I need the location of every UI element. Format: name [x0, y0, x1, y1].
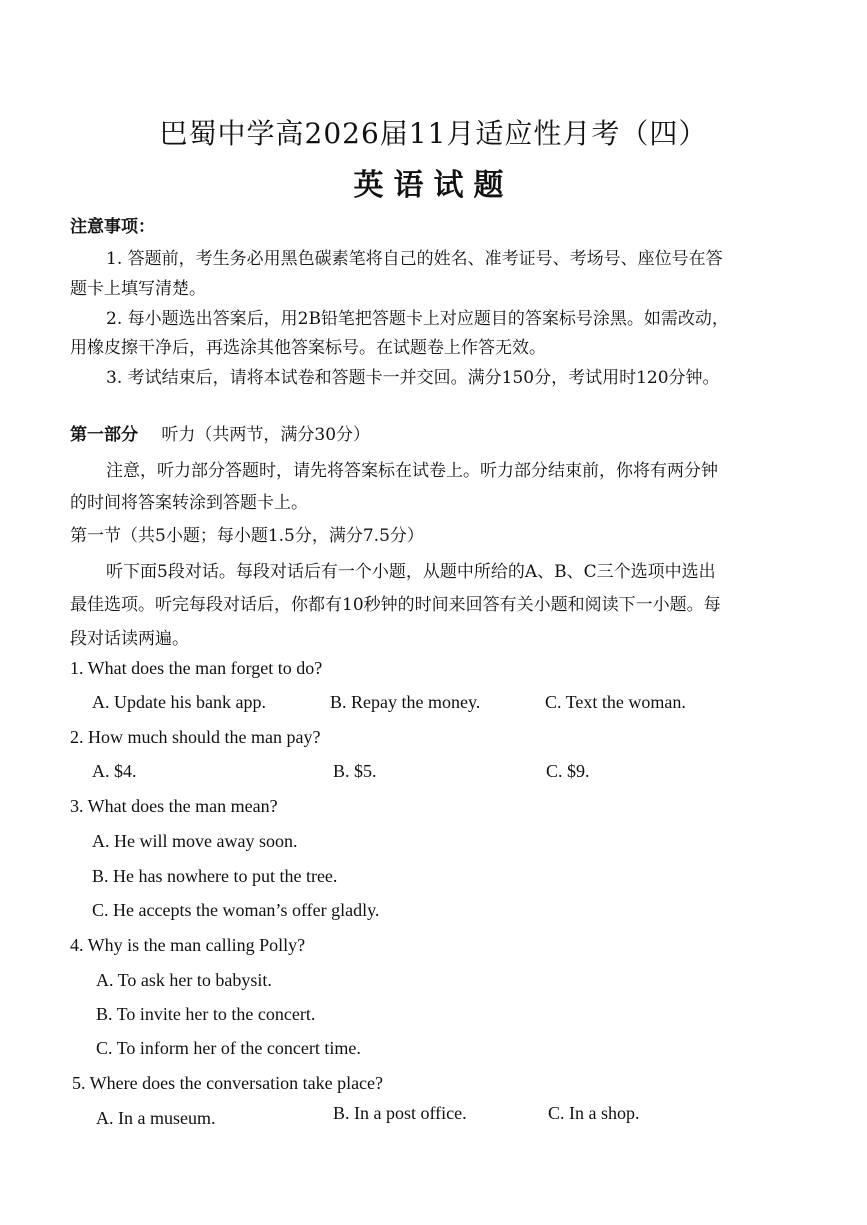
question-3-option-b: B. He has nowhere to put the tree. — [92, 866, 338, 886]
question-5: 5. Where does the conversation take place? — [72, 1073, 384, 1093]
note-item-2-line-1: 2. 每小题选出答案后，用2B铅笔把答题卡上对应题目的答案标号涂黑。如需改动， — [106, 309, 729, 329]
note-item-3: 3. 考试结束后，请将本试卷和答题卡一并交回。满分150分，考试用时120分钟。 — [106, 368, 720, 388]
part1-label: 第一部分 — [70, 425, 138, 445]
exam-subtitle: 英语试题 — [353, 168, 514, 203]
question-4-option-b: B. To invite her to the concert. — [96, 1004, 316, 1024]
question-1-option-a: A. Update his bank app. — [92, 692, 266, 712]
note-item-2-line-2: 用橡皮擦干净后，再选涂其他答案标号。在试题卷上作答无效。 — [70, 338, 546, 358]
question-1-option-b: B. Repay the money. — [330, 692, 481, 712]
notes-heading: 注意事项： — [70, 217, 155, 237]
question-3-option-c: C. He accepts the woman’s offer gladly. — [92, 900, 380, 920]
part1-title: 听力（共两节，满分30分） — [161, 425, 371, 445]
note-item-1-line-2: 题卡上填写清楚。 — [70, 279, 206, 299]
part1-heading — [70, 420, 370, 445]
question-4-option-a: A. To ask her to babysit. — [96, 970, 272, 990]
instructions-line-2: 最佳选项。听完每段对话后，你都有10秒钟的时间来回答有关小题和阅读下一小题。每 — [70, 595, 721, 615]
question-1-option-c: C. Text the woman. — [545, 692, 686, 712]
question-2-option-b: B. $5. — [333, 761, 377, 781]
question-2-option-a: A. $4. — [92, 761, 137, 781]
section1-title: 第一节（共5小题；每小题1.5分，满分7.5分） — [70, 526, 424, 546]
question-2: 2. How much should the man pay? — [70, 727, 321, 747]
instructions-line-3: 段对话读两遍。 — [70, 629, 189, 649]
question-4: 4. Why is the man calling Polly? — [70, 935, 306, 955]
question-5-option-c: C. In a shop. — [548, 1103, 640, 1123]
question-5-option-b: B. In a post office. — [333, 1103, 467, 1123]
question-5-option-a: A. In a museum. — [96, 1108, 216, 1128]
question-3-option-a: A. He will move away soon. — [92, 831, 298, 851]
part1-note-line-1: 注意，听力部分答题时，请先将答案标在试卷上。听力部分结束前，你将有两分钟 — [106, 461, 718, 481]
question-1: 1. What does the man forget to do? — [70, 658, 323, 678]
exam-title: 巴蜀中学高2026届11月适应性月考（四） — [159, 117, 708, 150]
question-3: 3. What does the man mean? — [70, 796, 278, 816]
instructions-line-1: 听下面5段对话。每段对话后有一个小题，从题中所给的A、B、C三个选项中选出 — [106, 562, 716, 582]
note-item-1-line-1: 1. 答题前，考生务必用黑色碳素笔将自己的姓名、准考证号、考场号、座位号在答 — [106, 249, 723, 269]
question-4-option-c: C. To inform her of the concert time. — [96, 1038, 361, 1058]
part1-note-line-2: 的时间将答案转涂到答题卡上。 — [70, 493, 308, 513]
question-2-option-c: C. $9. — [546, 761, 590, 781]
